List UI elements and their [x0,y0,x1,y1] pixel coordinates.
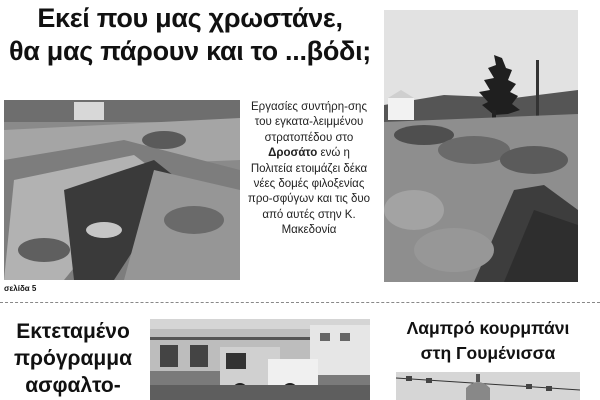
bottom-right-headline [376,316,600,366]
church-photo [396,372,580,400]
bottom-left-headline-line2: πρόγραμμα [13,347,133,370]
bottom-left-headline-line1: Εκτεταμένο [16,320,130,343]
trench-photo-art [4,100,240,280]
bottom-right-headline-line2: στη Γουμένισσα [420,343,556,363]
body-part1: Εργασίες συντήρη-σης του εγκατα-λειμμένου στρατοπέδου στο [250,101,367,144]
body-bold-place: Δροσάτο [268,147,318,160]
church-photo-art [396,372,580,400]
top-headline-line1: Εκεί που μας χρωστάνε, [37,3,343,33]
bottom-left-headline [0,318,146,399]
paving-photo-art [150,319,370,400]
top-story-body [246,100,372,239]
paving-photo [150,319,370,400]
bottom-right-headline-line1: Λαμπρό κουρμπάνι [406,318,570,338]
field-photo [384,10,578,282]
top-headline [0,2,380,68]
top-headline-line2: θα μας πάρουν και το ...βόδι; [9,36,371,66]
field-photo-art [384,10,578,282]
bottom-left-headline-line3: ασφαλτο- [25,374,121,397]
trench-photo [4,100,240,280]
body-part2: ενώ η Πολιτεία ετοιμάζει δέκα νέες δομές φιλοξενίας προ-σφύγων και τις δυο από αυτές στην Κ. Μακεδονία [247,147,371,237]
page-reference: σελίδα 5 [4,284,37,293]
section-divider [0,302,600,303]
